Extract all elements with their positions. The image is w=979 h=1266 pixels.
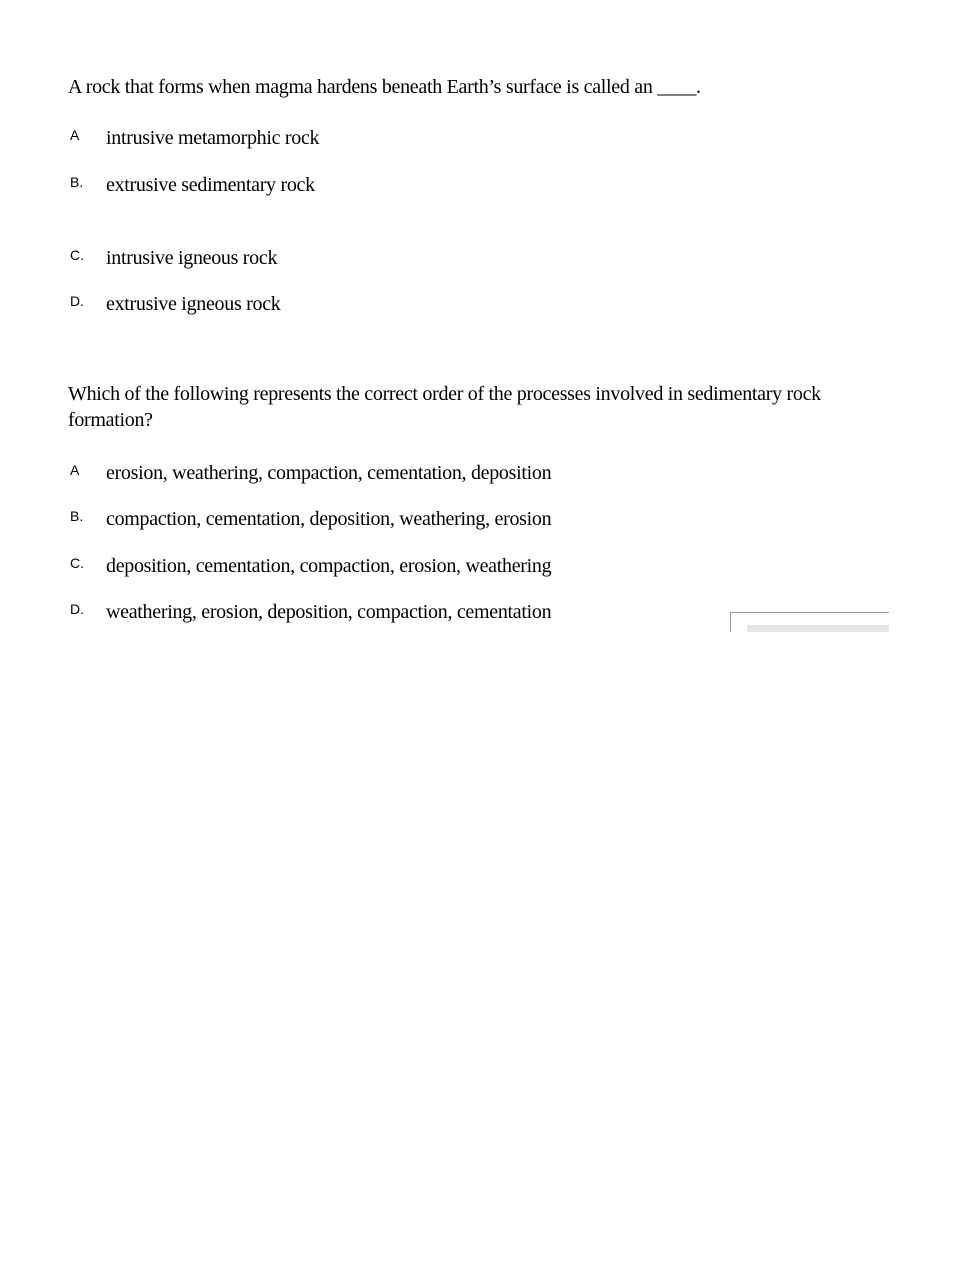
question-1-option-b[interactable] [70,172,315,198]
option-letter: A [70,462,80,478]
option-letter: C. [70,555,84,571]
option-letter: D. [70,601,84,617]
option-text: extrusive sedimentary rock [106,173,315,196]
question-2-option-b[interactable] [70,506,551,532]
option-text: weathering, erosion, deposition, compaction, cementation [106,600,552,623]
question-1-option-c[interactable] [70,245,277,271]
question-2-option-c[interactable] [70,553,551,579]
question-2-text: Which of the following represents the correct order of the processes involved in sedimentary rock formation? [68,383,821,431]
question-2-option-d[interactable] [70,599,551,625]
option-letter: B. [70,508,84,524]
question-1-text: A rock that forms when magma hardens beneath Earth’s surface is called an ____. [68,76,701,98]
option-text: compaction, cementation, deposition, weathering, erosion [106,507,552,530]
option-text: extrusive igneous rock [106,292,281,315]
question-1-option-d[interactable] [70,291,280,317]
question-1-option-a[interactable] [70,125,319,151]
option-text: intrusive metamorphic rock [106,126,320,149]
option-letter: A [70,127,80,143]
option-text: deposition, cementation, compaction, erosion, weathering [106,554,552,577]
option-text: erosion, weathering, compaction, cementation, deposition [106,461,552,484]
option-letter: B. [70,174,84,190]
option-text: intrusive igneous rock [106,246,278,269]
question-2-option-a[interactable] [70,460,551,486]
option-letter: D. [70,293,84,309]
partial-panel-fill [747,625,889,632]
option-letter: C. [70,247,84,263]
partial-panel [730,612,889,632]
